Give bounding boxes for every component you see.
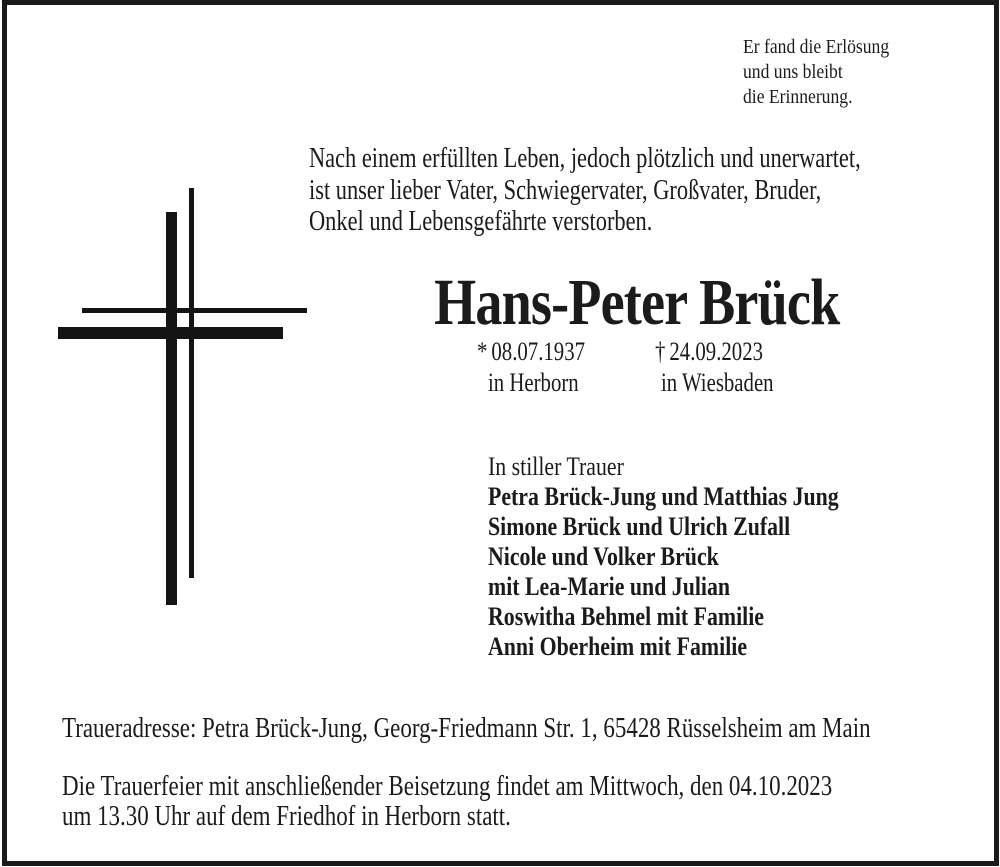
mourning-address: Traueradresse: Petra Brück-Jung, Georg-Friedmann Str. 1, 65428 Rüsselsheim am Main <box>62 713 871 744</box>
intro-line-2: ist unser lieber Vater, Schwiegervater, Großvater, Bruder, <box>309 174 822 206</box>
memorial-cross-icon <box>58 188 308 606</box>
death-dagger-symbol: † <box>655 337 666 366</box>
mourner-name-2: Simone Brück und Ulrich Zufall <box>488 512 791 541</box>
verse-line-2: und uns bleibt <box>743 61 843 83</box>
birth-info <box>477 336 612 398</box>
intro-line-3: Onkel und Lebensgefährte verstorben. <box>309 206 653 237</box>
intro-line-1: Nach einem erfüllten Leben, jedoch plötzlich und unerwartet, <box>309 143 861 174</box>
funeral-info <box>62 772 1000 832</box>
funeral-line-1: Die Trauerfeier mit anschließender Beisetzung findet am Mittwoch, den 04.10.2023 <box>62 771 833 802</box>
intro-paragraph <box>309 143 861 238</box>
verse-line-3: die Erinnerung. <box>743 86 853 108</box>
birth-place: in Herborn <box>488 368 579 397</box>
birth-date-line <box>477 336 585 367</box>
death-date: 24.09.2023 <box>669 337 763 366</box>
birth-date: 08.07.1937 <box>491 337 585 366</box>
cross-thick-horizontal-bar <box>58 327 283 339</box>
mourning-intro: In stiller Trauer <box>488 452 624 481</box>
mourner-name-3: Nicole und Volker Brück <box>488 542 719 571</box>
mourner-name-1: Petra Brück-Jung und Matthias Jung <box>488 482 839 511</box>
cross-thick-vertical-bar <box>166 212 177 605</box>
mourner-name-5: Roswitha Behmel mit Familie <box>488 602 765 631</box>
mourning-block <box>488 452 906 662</box>
deceased-name: Hans-Peter Brück <box>434 266 840 339</box>
memorial-verse <box>743 35 889 110</box>
death-place: in Wiesbaden <box>661 368 774 397</box>
verse-line-1: Er fand die Erlösung <box>743 36 890 58</box>
birth-star-symbol: * <box>477 337 488 366</box>
death-info <box>655 336 802 398</box>
cross-thin-horizontal-bar <box>82 308 307 313</box>
funeral-line-2: um 13.30 Uhr auf dem Friedhof in Herborn statt. <box>62 801 511 832</box>
mourner-name-6: Anni Oberheim mit Familie <box>488 632 748 661</box>
mourner-name-4: mit Lea-Marie und Julian <box>488 572 731 601</box>
cross-thin-vertical-bar <box>189 188 194 578</box>
death-date-line <box>655 336 772 367</box>
